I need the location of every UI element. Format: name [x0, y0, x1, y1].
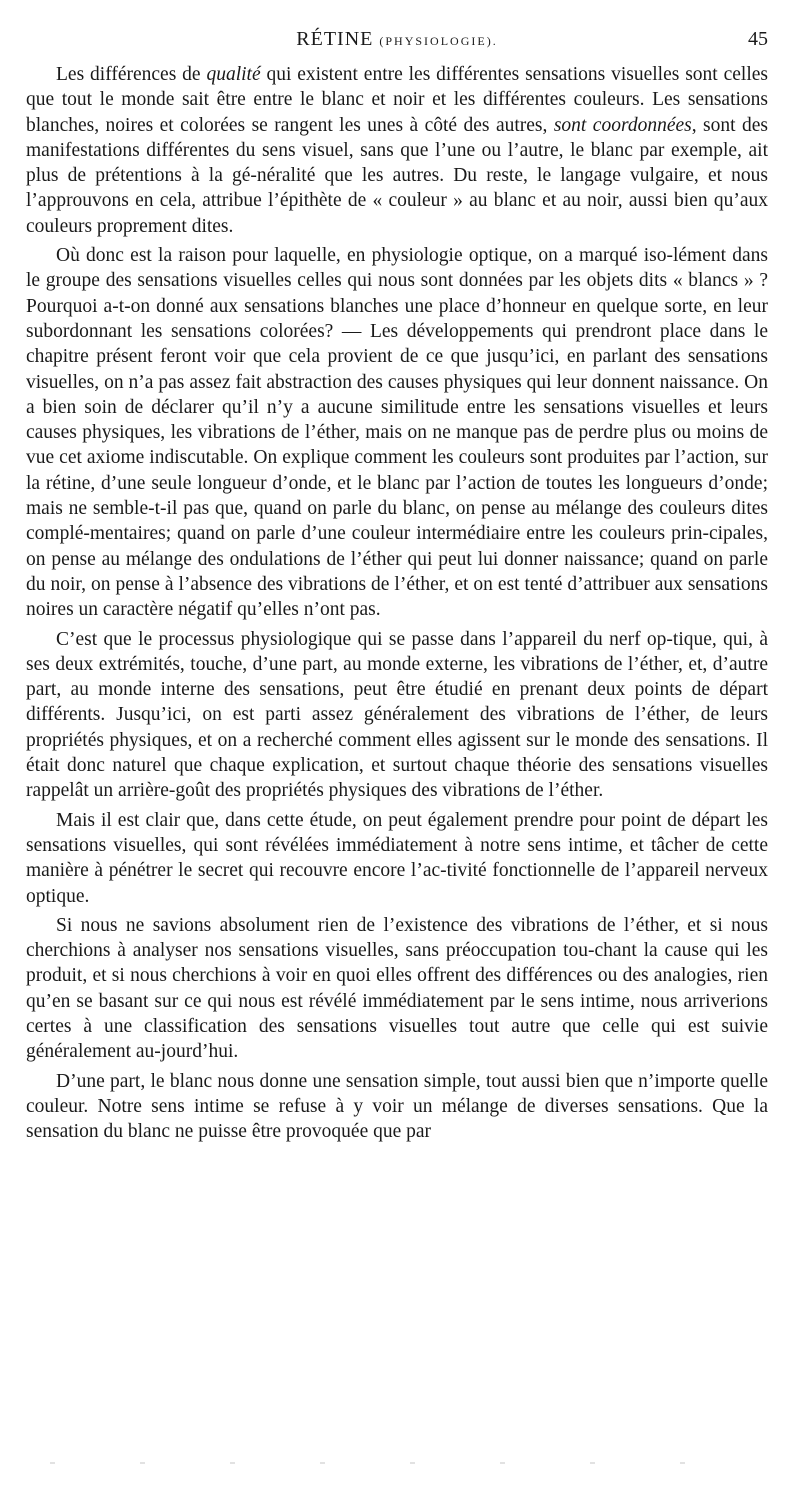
paragraph-3: C’est que le processus physiologique qui se passe dans l’appareil du nerf op-tique, qui, à ses deux extrémités, touche, d’une part, au monde externe, les vibrations de l’éther, et, d’autre part, au monde interne des sensations, peut être étudié en prenant deux points de départ différents. Jusqu’ici, on est parti assez généralement des vibrations de l’éther, de leurs propriétés physiques, et on a recherché comment elles agissent sur le monde des sensations. Il était donc naturel que chaque explication, et surtout chaque théorie des sensations visuelles rappelât un arrière-goût des propriétés physiques des vibrations de l’éther. [26, 628, 768, 802]
paragraph-1-text-a: Les différences de [56, 64, 207, 85]
paragraph-4: Mais il est clair que, dans cette étude, on peut également prendre pour point de départ les sensations visuelles, qui sont révélées immédiatement à notre sens intime, et tâcher de cette manière à pénétrer le secret qui recouvre encore l’ac-tivité fonctionnelle de l’appareil nerveux optique. [26, 809, 768, 907]
paragraph-1-emphasis-qualite: qualité [206, 64, 261, 85]
running-head-title-sub: (PHYSIOLOGIE). [379, 34, 498, 48]
scan-artifact-line [50, 1462, 760, 1464]
running-head-title-main: RÉTINE [296, 28, 374, 50]
paragraph-1-emphasis-coordonnees: sont coordonnées [553, 114, 692, 136]
running-head [26, 28, 768, 56]
page-number: 45 [748, 28, 768, 50]
body-text [26, 62, 768, 1148]
paragraph-1 [26, 62, 768, 239]
paragraph-6: D’une part, le blanc nous donne une sensation simple, tout aussi bien que n’importe quelle couleur. Notre sens intime se refuse à y voir un mélange de diverses sensations. Que la sensation du blanc ne puisse être provoquée que par [26, 1070, 768, 1143]
paragraph-2: Où donc est la raison pour laquelle, en physiologie optique, on a marqué iso-lément dans le groupe des sensations visuelles celles qui nous sont données par les objets dits « blancs » ? Pourquoi a-t-on donné aux sensations blanches une place d’honneur en quelque sorte, en leur subordonnant les sensations colorées? — Les développements qui prendront place dans le chapitre présent feront voir que cela provient de ce que jusqu’ici, en parlant des sensations visuelles, on n’a pas assez fait abstraction des causes physiques qui leur donnent naissance. On a bien soin de déclarer qu’il n’y a aucune similitude entre les sensations visuelles et leurs causes physiques, les vibrations de l’éther, mais on ne manque pas de perdre plus ou moins de vue cet axiome indiscutable. On explique comment les couleurs sont produites par l’action, sur la rétine, d’une seule longueur d’onde, et le blanc par l’action de toutes les longueurs d’onde; mais ne semble-t-il pas que, quand on parle du blanc, on pense au mélange des couleurs dites complé-mentaires; quand on parle d’une couleur intermédiaire entre les couleurs prin-cipales, on pense au mélange des ondulations de l’éther qui peut lui donner naissance; quand on parle du noir, on pense à l’absence des vibrations de l’éther, et on est tenté d’attribuer aux sensations noires un caractère négatif qu’elles n’ont pas. [26, 245, 768, 621]
paragraph-1-text-c: , sont des manifestations différentes du sens visuel, sans que l’une ou l’autre, le blanc par exemple, ait plus de prétentions à la gé-néralité que les autres. Du reste, le langage vulgaire, et nous l’approuvons en cela, attribue l’épithète de « couleur » au blanc et au noir, aussi bien qu’aux couleurs proprement dites. [26, 114, 768, 237]
paragraph-1-text-b: qui existent entre les différentes sensations visuelles sont celles que tout le monde sait être entre le blanc et noir et les différentes couleurs. Les sensations blanches, noires et colorées se rangent les unes à côté des autres, [26, 64, 768, 136]
running-head-title [26, 28, 768, 51]
paragraph-5: Si nous ne savions absolument rien de l’existence des vibrations de l’éther, et si nous cherchions à analyser nos sensations visuelles, sans préoccupation tou-chant la cause qui les produit, et si nous cherchions à voir en quoi elles offrent des différences ou des analogies, rien qu’en se basant sur ce qui nous est révélé immédiatement par le sens intime, nous arriverions certes à une classification des sensations visuelles tout autre que celle qui est suivie généralement au-jourd’hui. [26, 914, 768, 1063]
